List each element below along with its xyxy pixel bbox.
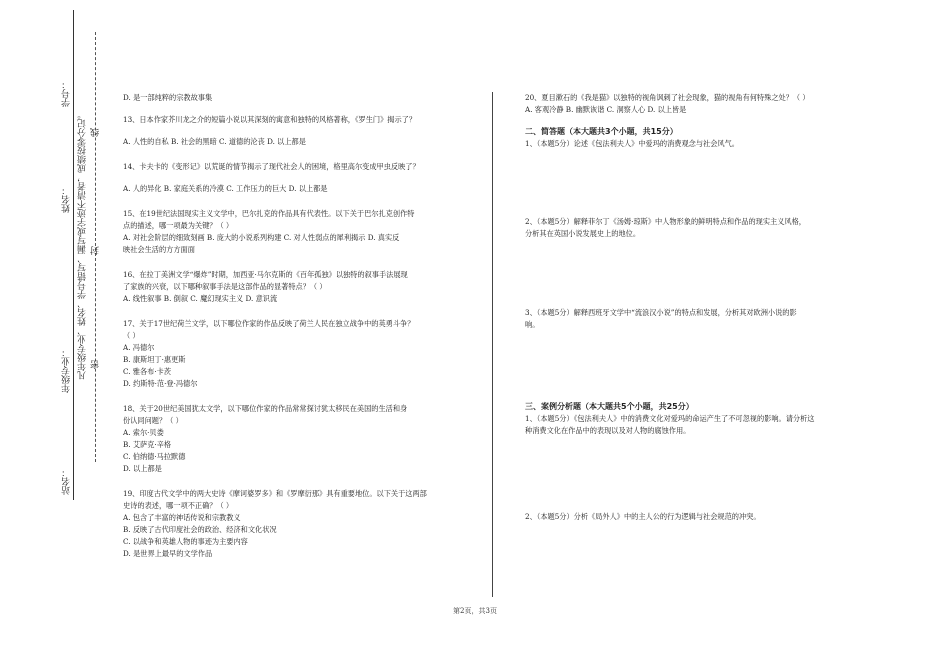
q17-paren: （ ） — [123, 331, 140, 340]
q18-stem-line1: 18、关于20世纪美国犹太文学，以下哪位作家的作品常常探讨犹太移民在美国的生活和身 — [123, 404, 408, 413]
q15-options-line1: A. 对社会阶层的细致刻画 B. 庞大的小说系列构建 C. 对人性弱点的犀利揭示 D. 真实反 — [123, 233, 400, 242]
case-analysis-1-line1: 1、（本题5分）《包法利夫人》中的消费文化对爱玛的命运产生了不可忽视的影响。请分析这 — [525, 414, 815, 423]
q19-option-b: B. 反映了古代印度社会的政治、经济和文化状况 — [123, 525, 277, 534]
left-column — [123, 92, 468, 560]
q19-option-a: A. 包含了丰富的神话传说和宗教教义 — [123, 513, 241, 522]
q17-option-c: C. 雅各布·卡茨 — [123, 367, 172, 376]
q15-stem-line1: 15、在19世纪法国现实主义文学中，巴尔扎克的作品具有代表性。以下关于巴尔扎克创作特 — [123, 209, 415, 218]
q13-options: A. 人性的自私 B. 社会的黑暗 C. 道德的沦丧 D. 以上都是 — [123, 137, 306, 146]
q18-option-d: D. 以上都是 — [123, 464, 162, 473]
short-answer-3-line1: 3、（本题5分）解释西班牙文学中“流浪汉小说”的特点和发展，分析其对欧洲小说的影 — [525, 308, 797, 317]
q17-option-a: A. 冯德尔 — [123, 343, 155, 352]
right-column — [525, 92, 870, 523]
q16-stem-line2: 了家族的兴衰，以下哪种叙事手法是这部作品的显著特点？（ ） — [123, 282, 327, 291]
section2-title: 二、简答题（本大题共3个小题，共15分） — [525, 127, 678, 136]
short-answer-2-line1: 2、（本题5分）解释菲尔丁《汤姆·琼斯》中人物形象的鲜明特点和作品的现实主义风格， — [525, 217, 806, 226]
column-divider — [492, 92, 493, 597]
q17-option-b: B. 康斯坦丁·惠更斯 — [123, 355, 186, 364]
q19-option-c: C. 以战争和英雄人物的事迹为主要内容 — [123, 537, 248, 546]
instruction-notice: 凡年级专业、姓名、学号错写、漏写或字迹不清者，成绩按零分记。 — [78, 110, 88, 380]
q15-stem-line2: 点的描述，哪一项最为关键？（ ） — [123, 221, 234, 230]
short-answer-3-line2: 响。 — [525, 320, 540, 329]
q17-stem: 17、关于17世纪荷兰文学，以下哪位作家的作品反映了荷兰人民在独立战争中的英勇斗争？ — [123, 319, 415, 328]
binding-line — [73, 10, 74, 500]
student-id-label: 学号： — [62, 80, 72, 107]
q17-option-d: D. 约斯特·范·登·冯德尔 — [123, 379, 198, 388]
q14-options: A. 人的异化 B. 家庭关系的冷漠 C. 工作压力的巨大 D. 以上都是 — [123, 184, 328, 193]
case-analysis-1-line2: 种消费文化在作品中的表现以及对人物的腐蚀作用。 — [525, 426, 691, 435]
seal-mark-mi: 密 — [91, 360, 101, 369]
q18-option-b: B. 艾萨克·辛格 — [123, 440, 172, 449]
q19-stem-line1: 19、印度古代文学中的两大史诗《摩诃婆罗多》和《罗摩衍那》具有重要地位。以下关于这两部 — [123, 489, 427, 498]
seal-mark-feng: 封 — [91, 246, 101, 255]
section3-title: 三、案例分析题（本大题共5个小题，共25分） — [525, 402, 694, 411]
short-answer-1: 1、（本题5分）论述《包法利夫人》中爱玛的消费观念与社会风气。 — [525, 139, 739, 148]
q20-options: A. 客观冷静 B. 幽默诙谐 C. 洞察人心 D. 以上皆是 — [525, 105, 687, 114]
name-label: 姓名： — [62, 186, 72, 213]
short-answer-2-line2: 分析其在英国小说发展史上的地位。 — [525, 229, 641, 238]
q18-option-c: C. 伯纳德·马拉默德 — [123, 452, 186, 461]
q12-option-d: D. 是一部纯粹的宗教故事集 — [123, 93, 213, 102]
q14-stem: 14、卡夫卡的《变形记》以荒诞的情节揭示了现代社会人的困境，格里高尔变成甲虫反映了？ — [123, 162, 420, 171]
q20-stem: 20、夏目漱石的《我是猫》以独特的视角讽刺了社会现象，猫的视角有何特殊之处？（ ） — [525, 93, 810, 102]
q16-options: A. 线性叙事 B. 倒叙 C. 魔幻现实主义 D. 意识流 — [123, 294, 278, 303]
q15-options-line2: 映社会生活的方方面面 — [123, 245, 195, 254]
case-analysis-2: 2、（本题5分）分析《局外人》中的主人公的行为逻辑与社会规范的冲突。 — [525, 512, 761, 521]
seal-mark-xian: 线 — [91, 128, 101, 137]
q13-stem: 13、日本作家芥川龙之介的短篇小说以其深刻的寓意和独特的风格著称，《罗生门》揭示了？ — [123, 115, 417, 124]
q19-stem-line2: 史诗的表述，哪一项不正确？（ ） — [123, 501, 234, 510]
q18-stem-line2: 份认同问题？（ ） — [123, 416, 183, 425]
q19-option-d: D. 是世界上最早的文学作品 — [123, 549, 213, 558]
q16-stem-line1: 16、在拉丁美洲文学“爆炸”时期，加西亚·马尔克斯的《百年孤独》以独特的叙事手法展现 — [123, 270, 408, 279]
class-label: 年级专业： — [62, 348, 72, 393]
q18-option-a: A. 索尔·贝娄 — [123, 428, 164, 437]
school-label: 站名： — [62, 468, 72, 495]
page-footer: 第2页，共3页 — [453, 607, 497, 615]
